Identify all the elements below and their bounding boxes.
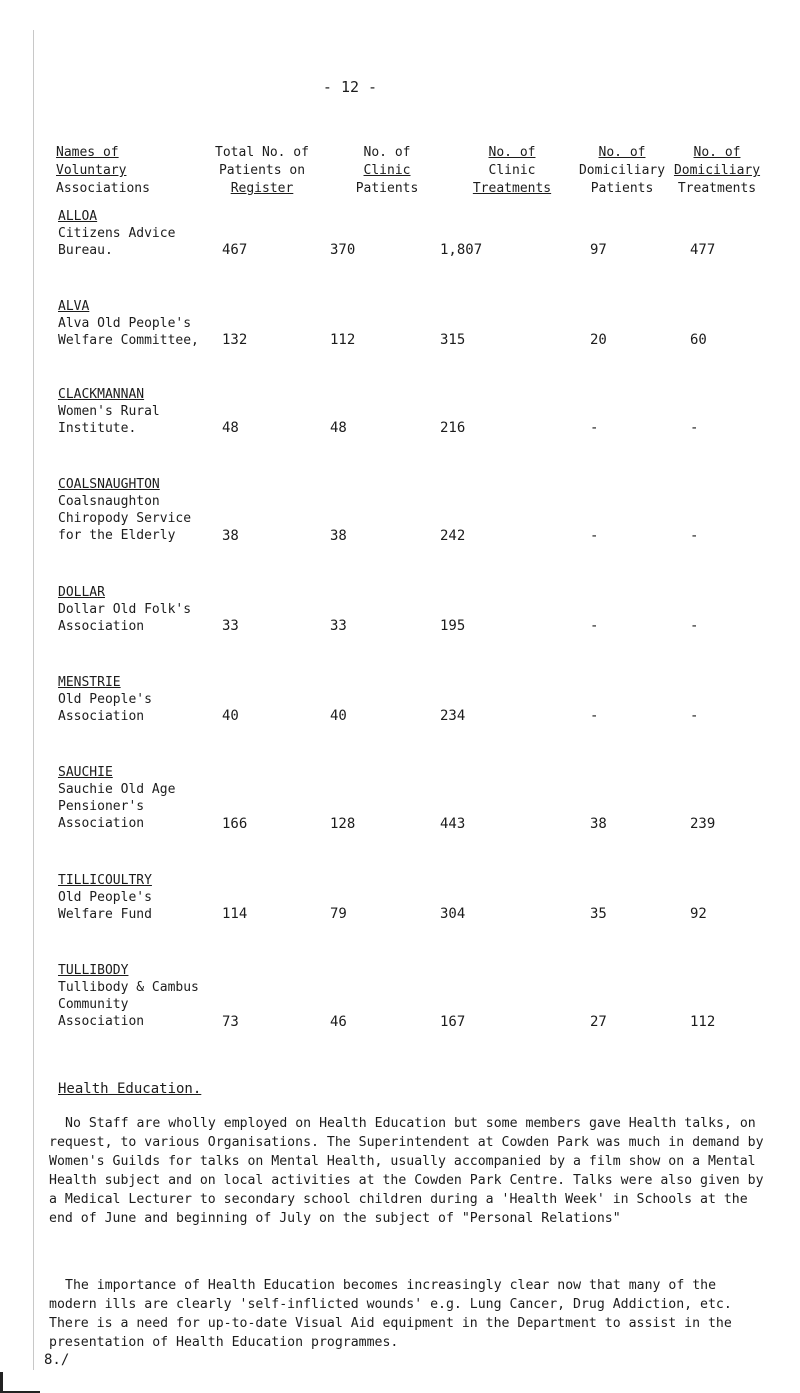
- cell-clinic-treatments: 195: [440, 618, 466, 634]
- header-line: Clinic: [363, 163, 411, 178]
- name-line: Old People's: [58, 890, 152, 905]
- name-line: Welfare Fund: [58, 907, 152, 922]
- cell-clinic-patients: 370: [330, 242, 356, 258]
- cell-domiciliary-patients: 20: [590, 332, 607, 348]
- page-number: - 12 -: [322, 78, 378, 96]
- header-line: Domiciliary: [578, 163, 666, 178]
- header-names-of-associations: [56, 144, 176, 204]
- header-line: Patients: [355, 181, 419, 196]
- section-heading-health-education: Health Education.: [58, 1081, 202, 1097]
- table-row: [40, 476, 730, 552]
- cell-clinic-treatments: 242: [440, 528, 466, 544]
- name-line: Tullibody & Cambus: [58, 980, 199, 995]
- area-heading: COALSNAUGHTON: [58, 477, 160, 492]
- area-heading: DOLLAR: [58, 585, 105, 600]
- area-heading: ALLOA: [58, 209, 98, 224]
- cell-clinic-treatments: 315: [440, 332, 466, 348]
- header-line: No. of: [598, 145, 646, 160]
- header-line: Patients on: [218, 163, 306, 178]
- cell-total-patients: 40: [222, 708, 239, 724]
- table-row: [40, 298, 730, 358]
- header-line: No. of: [363, 145, 411, 160]
- name-line: Old People's: [58, 692, 152, 707]
- cell-domiciliary-patients: -: [590, 420, 599, 436]
- cell-domiciliary-treatments: -: [690, 420, 699, 436]
- cell-total-patients: 467: [222, 242, 248, 258]
- name-line: Pensioner's: [58, 799, 145, 814]
- cell-clinic-treatments: 234: [440, 708, 466, 724]
- area-heading: CLACKMANNAN: [58, 387, 145, 402]
- name-line: Bureau.: [58, 243, 113, 258]
- cell-clinic-treatments: 304: [440, 906, 466, 922]
- cell-clinic-patients: 38: [330, 528, 347, 544]
- cell-clinic-treatments: 167: [440, 1014, 466, 1030]
- cell-clinic-patients: 79: [330, 906, 347, 922]
- area-heading: MENSTRIE: [58, 675, 121, 690]
- cell-domiciliary-patients: 38: [590, 816, 607, 832]
- name-line: Dollar Old Folk's: [58, 602, 192, 617]
- cell-domiciliary-patients: 97: [590, 242, 607, 258]
- cell-clinic-patients: 48: [330, 420, 347, 436]
- cell-clinic-patients: 40: [330, 708, 347, 724]
- binding-corner-mark: [0, 1372, 40, 1393]
- name-line: Association: [58, 816, 145, 831]
- area-heading: ALVA: [58, 299, 90, 314]
- cell-total-patients: 166: [222, 816, 248, 832]
- name-line: Association: [58, 709, 145, 724]
- name-line: Women's Rural: [58, 404, 160, 419]
- cell-domiciliary-patients: 35: [590, 906, 607, 922]
- cell-domiciliary-treatments: -: [690, 618, 699, 634]
- cell-domiciliary-treatments: 112: [690, 1014, 716, 1030]
- name-line: Citizens Advice: [58, 226, 176, 241]
- area-heading: SAUCHIE: [58, 765, 113, 780]
- cell-domiciliary-treatments: 60: [690, 332, 707, 348]
- cell-domiciliary-treatments: -: [690, 708, 699, 724]
- paragraph-importance: The importance of Health Education becomes increasingly clear now that many of the modern ills are clearly 'self-inflicted wounds' e.g. Lung Cancer, Drug Addiction, etc. There is a need for up-to-date Visual Aid equipment in the Department to assist in the presentation of Health Education programmes.: [49, 1278, 732, 1350]
- cell-clinic-treatments: 216: [440, 420, 466, 436]
- cell-domiciliary-treatments: 477: [690, 242, 716, 258]
- header-line: Names of: [56, 145, 119, 160]
- name-line: Institute.: [58, 421, 137, 436]
- header-line: No. of: [488, 145, 536, 160]
- cell-total-patients: 38: [222, 528, 239, 544]
- name-line: Coalsnaughton: [58, 494, 160, 509]
- cell-domiciliary-treatments: -: [690, 528, 699, 544]
- cell-domiciliary-treatments: 92: [690, 906, 707, 922]
- header-line: Clinic: [488, 163, 536, 178]
- paragraph-health-talks: No Staff are wholly employed on Health Education but some members gave Health talks, on request, to various Organisations. The Superintendent at Cowden Park was much in demand by Women's Guilds for talks on Mental Health, usually accompanied by a film show on a Mental Health subject and on local activities at the Cowden Park Centre. Talks were also given by a Medical Lecturer to secondary school children during a 'Health Week' in Schools at the end of June and beginning of July on the subject of "Personal Relations": [49, 1116, 764, 1226]
- header-line: Treatments: [677, 181, 757, 196]
- area-heading: TULLIBODY: [58, 963, 129, 978]
- continuation-reference: 8./: [44, 1352, 70, 1368]
- name-line: Welfare Committee,: [58, 333, 199, 348]
- header-total-patients: [192, 144, 332, 204]
- header-line: Associations: [56, 181, 150, 196]
- table-row: [40, 584, 730, 644]
- cell-domiciliary-patients: -: [590, 618, 599, 634]
- cell-total-patients: 33: [222, 618, 239, 634]
- cell-domiciliary-patients: -: [590, 528, 599, 544]
- cell-total-patients: 114: [222, 906, 248, 922]
- header-line: Domiciliary: [673, 163, 761, 178]
- header-line: Patients: [590, 181, 654, 196]
- cell-total-patients: 132: [222, 332, 248, 348]
- cell-domiciliary-patients: -: [590, 708, 599, 724]
- header-clinic-patients: [332, 144, 442, 204]
- table-row: [40, 872, 730, 932]
- cell-clinic-treatments: 443: [440, 816, 466, 832]
- header-line: Register: [230, 181, 294, 196]
- name-line: for the Elderly: [58, 528, 176, 543]
- cell-clinic-patients: 128: [330, 816, 356, 832]
- area-heading: TILLICOULTRY: [58, 873, 152, 888]
- cell-clinic-treatments: 1,807: [440, 242, 483, 258]
- header-line: No. of: [693, 145, 741, 160]
- cell-clinic-patients: 46: [330, 1014, 347, 1030]
- name-line: Alva Old People's: [58, 316, 192, 331]
- header-line: Treatments: [472, 181, 552, 196]
- cell-total-patients: 73: [222, 1014, 239, 1030]
- cell-domiciliary-patients: 27: [590, 1014, 607, 1030]
- cell-total-patients: 48: [222, 420, 239, 436]
- header-line: Total No. of: [215, 145, 309, 160]
- header-domiciliary-treatments: [652, 144, 782, 204]
- name-line: Association: [58, 619, 145, 634]
- table-row: [40, 674, 730, 734]
- table-row: [40, 764, 730, 840]
- table-row: [40, 386, 730, 446]
- name-line: Sauchie Old Age: [58, 782, 176, 797]
- name-line: Community: [58, 997, 129, 1012]
- cell-clinic-patients: 33: [330, 618, 347, 634]
- name-line: Association: [58, 1014, 145, 1029]
- table-row: [40, 962, 730, 1038]
- header-line: Voluntary: [56, 163, 127, 178]
- name-line: Chiropody Service: [58, 511, 192, 526]
- page-edge-line: [33, 30, 34, 1370]
- table-row: [40, 208, 730, 268]
- cell-domiciliary-treatments: 239: [690, 816, 716, 832]
- cell-clinic-patients: 112: [330, 332, 356, 348]
